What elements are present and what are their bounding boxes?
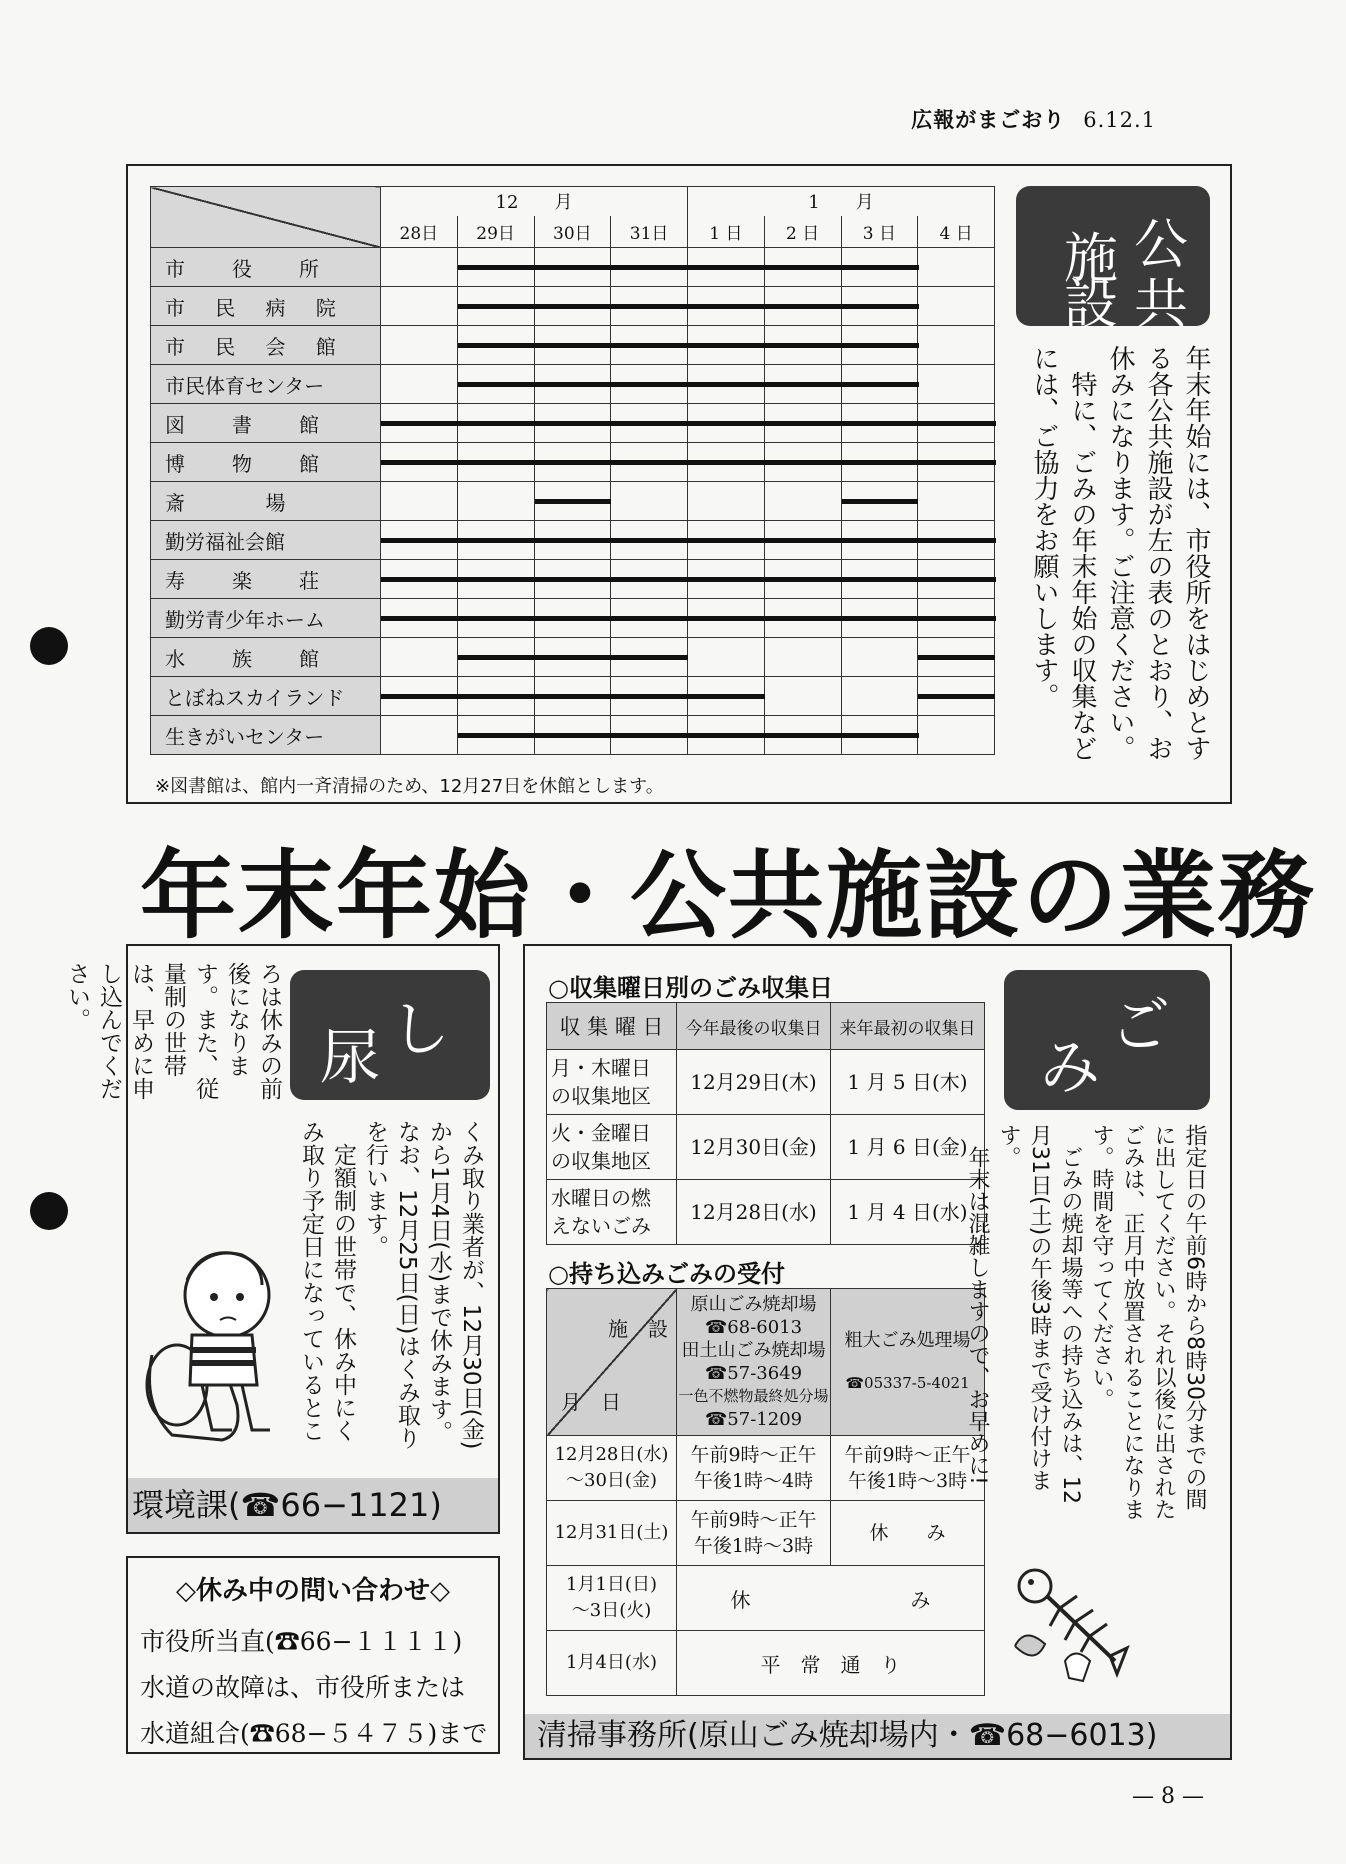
facility-row <box>151 443 995 482</box>
facility-name <box>151 248 381 287</box>
facility-row <box>151 560 995 599</box>
facility-name-text: 市 民 病 院 <box>165 295 336 320</box>
facility-name-text: 市民体育センター <box>165 373 325 398</box>
badge-char: 公 <box>1134 213 1188 276</box>
inquiry-title: ◇休み中の問い合わせ◇ <box>176 1576 450 1606</box>
closed-period-bar <box>381 421 996 426</box>
day-cell <box>764 482 841 521</box>
badge-char: 共 <box>1134 273 1188 336</box>
table-cell: 12月30日(金) <box>677 1115 831 1180</box>
day-cell <box>381 287 458 326</box>
badge-char: 尿 <box>320 1023 380 1093</box>
facility-name-text: 図 書 館 <box>165 412 319 437</box>
night-soil-text-main: くみ取り業者が、12月30日(金)から1月4日(水)まで休みます。なお、12月25日(日)はくみ取りを行います。 定額制の世帯で、休み中にくみ取り予定日になっているとこ <box>298 1120 484 1450</box>
binder-hole <box>30 1192 68 1230</box>
day-header: 4 日 <box>918 216 995 248</box>
facility-name-text: 水 族 館 <box>165 646 319 671</box>
day-header: 30日 <box>534 216 611 248</box>
facility-name <box>151 443 381 482</box>
day-cell <box>457 365 534 404</box>
table-row <box>547 1436 985 1501</box>
badge-char: み <box>1040 1033 1100 1103</box>
hours-cell: 休 み <box>677 1566 985 1631</box>
facility-name-text: 寿 楽 荘 <box>165 568 319 593</box>
facility-name <box>151 560 381 599</box>
column-header: 収 集 曜 日 <box>547 1003 677 1050</box>
facility-row <box>151 482 995 521</box>
date-cell: 1月4日(水) <box>547 1631 677 1696</box>
closed-period-bar <box>381 460 996 465</box>
day-cell <box>918 716 995 755</box>
facility-row <box>151 521 995 560</box>
day-cell <box>381 716 458 755</box>
inquiry-line: 水道組合(☎68−５４７５)まで <box>140 1719 488 1748</box>
column-header: 来年最初の収集日 <box>831 1003 985 1050</box>
date-cell: 1月1日(日) 〜3日(火) <box>547 1566 677 1631</box>
facility-name-text: 生きがいセンター <box>165 724 325 749</box>
facility-info-line: 粗大ごみ処理場 <box>844 1330 971 1351</box>
facility-name-text: とぼねスカイランド <box>165 685 345 710</box>
day-cell <box>381 482 458 521</box>
facility-row <box>151 287 995 326</box>
facility-row <box>151 599 995 638</box>
boy-on-toilet-illustration <box>132 1235 282 1455</box>
day-header: 1 日 <box>688 216 765 248</box>
facility-row <box>151 326 995 365</box>
garbage-badge <box>1004 970 1210 1110</box>
publication-date: 6.12.1 <box>1083 108 1156 132</box>
table-corner <box>151 187 381 248</box>
day-cell <box>457 638 534 677</box>
facility-info-line: 田土山ごみ焼却場 <box>681 1340 826 1361</box>
table-cell: 1 月 5 日(木) <box>831 1050 985 1115</box>
corner-label-facility: 施 設 <box>608 1317 668 1341</box>
day-cell <box>381 521 458 560</box>
closed-period-bar <box>458 382 919 387</box>
day-cell <box>918 326 995 365</box>
badge-char: し <box>390 995 450 1065</box>
day-cell <box>918 365 995 404</box>
day-cell <box>381 404 458 443</box>
facility-info-line: ☎68-6013 <box>704 1317 803 1338</box>
page-header <box>911 104 1156 134</box>
facility-name-text: 勤労青少年ホーム <box>165 607 325 632</box>
closed-period-bar <box>535 499 612 504</box>
hours-cell: 午前9時〜正午 午後1時〜3時 <box>677 1501 831 1566</box>
closed-period-bar <box>381 538 996 543</box>
day-header: 28日 <box>381 216 458 248</box>
facility-name <box>151 638 381 677</box>
facility-name-text: 勤労福祉会館 <box>165 529 285 554</box>
facility-row <box>151 638 995 677</box>
inquiry-line: 市役所当直(☎66−１１１１) <box>140 1627 463 1656</box>
hours-cell: 休 み <box>831 1501 985 1566</box>
day-cell <box>918 482 995 521</box>
closure-schedule-table <box>150 186 995 758</box>
table-cell: 12月29日(木) <box>677 1050 831 1115</box>
facility-name <box>151 404 381 443</box>
day-cell <box>918 287 995 326</box>
table-row <box>547 1566 985 1631</box>
day-cell <box>841 677 918 716</box>
day-cell <box>381 248 458 287</box>
night-soil-badge <box>290 970 490 1100</box>
closed-period-bar <box>842 499 919 504</box>
day-cell <box>457 287 534 326</box>
facility-name <box>151 716 381 755</box>
hours-cell: 午前9時〜正午 午後1時〜3時 <box>831 1436 985 1501</box>
inquiry-line: 水道の故障は、市役所または <box>140 1673 466 1702</box>
month-january: 1 月 <box>688 187 995 216</box>
closed-period-bar <box>381 616 996 621</box>
facility-info-line: ☎05337-5-4021 <box>845 1374 970 1392</box>
carry-in-heading: ○持ち込みごみの受付 <box>548 1260 785 1288</box>
library-note: ※図書館は、館内一斉清掃のため、12月27日を休館とします。 <box>155 776 664 797</box>
badge-char: 設 <box>1064 273 1118 336</box>
collection-schedule-table <box>546 1002 985 1245</box>
day-cell <box>534 482 611 521</box>
facility-row <box>151 677 995 716</box>
environment-section-contact: 環境課(☎66−1121) <box>128 1478 498 1532</box>
closed-period-bar <box>458 265 919 270</box>
closed-period-bar <box>458 343 919 348</box>
day-cell <box>918 677 995 716</box>
day-cell <box>381 365 458 404</box>
month-december: 12 月 <box>381 187 688 216</box>
hours-cell: 午前9時〜正午 午後1時〜4時 <box>677 1436 831 1501</box>
facility-name <box>151 365 381 404</box>
facility-info-line: ☎57-1209 <box>704 1409 803 1430</box>
facility-name <box>151 521 381 560</box>
cleaning-office-contact: 清掃事務所(原山ごみ焼却場内・☎68−6013) <box>525 1714 1230 1758</box>
facility-name-text: 斎 場 <box>165 490 286 515</box>
public-facility-badge <box>1016 186 1210 336</box>
date-cell: 12月31日(土) <box>547 1501 677 1566</box>
facility-name <box>151 287 381 326</box>
day-cell <box>918 638 995 677</box>
day-cell <box>381 677 458 716</box>
day-cell <box>764 638 841 677</box>
facility-name-text: 市 民 会 館 <box>165 334 336 359</box>
binder-hole <box>30 627 68 665</box>
day-header: 2 日 <box>764 216 841 248</box>
publication-title: 広報がまごおり <box>911 107 1066 132</box>
carry-in-table <box>546 1288 985 1696</box>
facility-name-text: 博 物 館 <box>165 451 319 476</box>
closed-period-bar <box>918 655 995 660</box>
closed-period-bar <box>458 304 919 309</box>
table-cell: 火・金曜日 の収集地区 <box>547 1115 677 1180</box>
day-header: 29日 <box>457 216 534 248</box>
badge-char: 施 <box>1064 227 1118 290</box>
column-header: 今年最後の収集日 <box>677 1003 831 1050</box>
table-corner <box>547 1289 677 1436</box>
day-header: 3 日 <box>841 216 918 248</box>
day-cell <box>381 638 458 677</box>
day-cell <box>841 638 918 677</box>
facility-row <box>151 248 995 287</box>
table-row <box>547 1050 985 1115</box>
day-cell <box>381 560 458 599</box>
table-row <box>547 1501 985 1566</box>
garbage-text: 指定日の午前6時から8時30分までの間に出してください。それ以後に出されたごみは、正月中放置されることになります。時間を守ってください。 ごみの焼却場等への持ち込みは、12月31日(土)の午後3時まで受け付けます。 年末は混雑しますので、お早めに! <box>965 1124 1207 1520</box>
closed-period-bar <box>918 694 995 699</box>
day-cell <box>688 638 765 677</box>
night-soil-text-top: ろは休みの前後になります。また、従量制の世帯は、早めに申し込んでください。 <box>64 962 282 1100</box>
closed-period-bar <box>458 733 919 738</box>
main-title: 年末年始・公共施設の業務 <box>140 839 1316 952</box>
facility-name <box>151 482 381 521</box>
closed-period-bar <box>381 694 765 699</box>
day-cell <box>381 443 458 482</box>
table-cell: 1 月 4 日(水) <box>831 1180 985 1245</box>
table-cell: 水曜日の燃 えないごみ <box>547 1180 677 1245</box>
closed-period-bar <box>458 655 689 660</box>
table-cell: 12月28日(水) <box>677 1180 831 1245</box>
column-header <box>677 1289 831 1436</box>
facility-info-line: 一色不燃物最終処分場 <box>678 1387 829 1405</box>
day-cell <box>764 677 841 716</box>
day-cell <box>841 482 918 521</box>
day-cell <box>457 248 534 287</box>
facility-row <box>151 716 995 755</box>
facility-row <box>151 365 995 404</box>
table-cell: 月・木曜日 の収集地区 <box>547 1050 677 1115</box>
day-header: 31日 <box>611 216 688 248</box>
corner-label-date: 月 日 <box>561 1390 621 1414</box>
table-row <box>547 1180 985 1245</box>
day-cell <box>457 482 534 521</box>
closed-period-bar <box>381 577 996 582</box>
hours-cell: 平 常 通 り <box>677 1631 985 1696</box>
facility-name <box>151 326 381 365</box>
collection-schedule-heading: ○収集曜日別のごみ収集日 <box>548 974 833 1002</box>
day-cell <box>381 326 458 365</box>
table-cell: 1 月 6 日(金) <box>831 1115 985 1180</box>
facility-row <box>151 404 995 443</box>
table-row <box>547 1115 985 1180</box>
table-row <box>547 1631 985 1696</box>
day-cell <box>457 716 534 755</box>
day-cell <box>918 248 995 287</box>
facility-info-line: ☎57-3649 <box>704 1363 803 1384</box>
facility-name <box>151 599 381 638</box>
day-cell <box>688 482 765 521</box>
facility-name-text: 市 役 所 <box>165 256 319 281</box>
day-cell <box>381 599 458 638</box>
facility-name <box>151 677 381 716</box>
date-cell: 12月28日(水) 〜30日(金) <box>547 1436 677 1501</box>
page-number: — 8 — <box>1132 1784 1204 1809</box>
day-cell <box>457 326 534 365</box>
facility-info-line: 原山ごみ焼却場 <box>690 1294 817 1315</box>
badge-char: ご <box>1110 991 1170 1061</box>
fish-bone-illustration <box>1005 1556 1130 1686</box>
public-facility-text: 年末年始には、市役所をはじめとする各公共施設が左の表のとおり、お休みになります。ご注意ください。 特に、ごみの年末年始の収集などには、ご協力をお願いします。 <box>1029 345 1211 761</box>
day-cell <box>611 482 688 521</box>
